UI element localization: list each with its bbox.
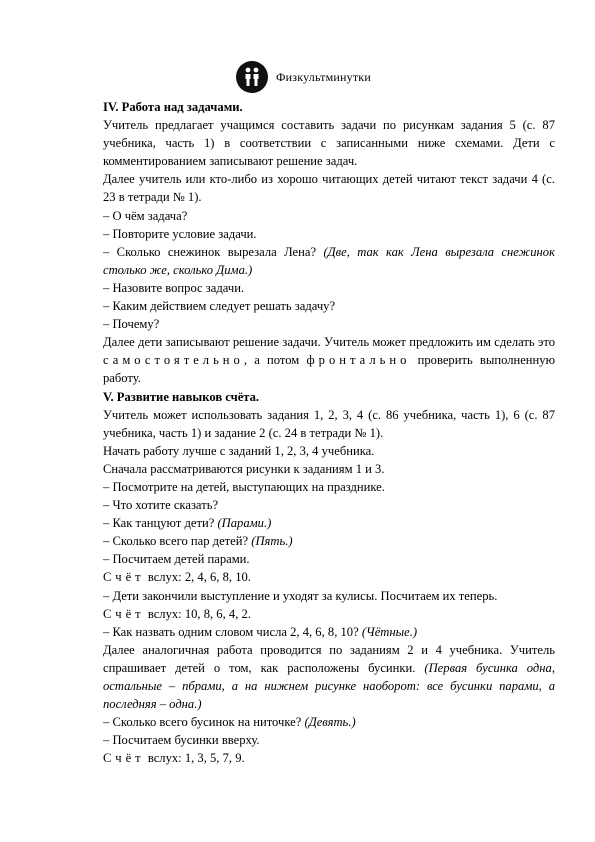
- spaced-word: Счёт: [103, 570, 145, 585]
- question-line: – Что хотите сказать?: [103, 498, 219, 513]
- answer-text: (Девять.): [304, 715, 356, 730]
- paragraph-text: Далее дети записывают решение задачи. Учитель может предложить им сделать это: [103, 335, 555, 350]
- section-iv-heading: IV. Работа над задачами.: [103, 100, 243, 114]
- question-line: – Посчитаем бусинки вверху.: [103, 733, 260, 748]
- spaced-word: фронтально: [306, 353, 411, 368]
- question-line: – Каким действием следует решать задачу?: [103, 299, 336, 314]
- answer-text: (Пять.): [251, 534, 293, 549]
- paragraph: Начать работу лучше с заданий 1, 2, 3, 4 учебника.: [103, 443, 375, 458]
- question-line: [103, 532, 555, 550]
- paragraph: [103, 170, 555, 206]
- question-text: – Как назвать одним словом числа 2, 4, 6, 8, 10?: [103, 624, 359, 639]
- paragraph: [103, 116, 555, 170]
- paragraph: Сначала рассматриваются рисунки к заданиям 1 и 3.: [103, 461, 385, 476]
- paragraph-text: Далее учитель или кто-либо из хорошо читающих детей читают текст задачи 4 (с. 23 в тетради № 1).: [103, 172, 555, 205]
- question-text: – Сколько всего пар детей?: [103, 534, 249, 549]
- question-text: – Сколько снежинок вырезала Лена?: [103, 244, 317, 259]
- paragraph-text: Учитель может использовать задания 1, 2, 3, 4 (с. 86 учебника, часть 1), 6 (с. 87 учебника, часть 1) и задание 2 (с. 24 в тетради № 1).: [103, 407, 555, 440]
- spaced-word: самостоятельно: [103, 353, 244, 368]
- paragraph: [103, 333, 555, 387]
- question-text: – Сколько всего бусинок на ниточке?: [103, 715, 302, 730]
- document-body: [103, 98, 555, 767]
- count-text: вслух: 1, 3, 5, 7, 9.: [147, 751, 245, 766]
- answer-text: (Первая бусинка одна, остальные – пбрами, а на нижнем рисунке наоборот: все бусинки парами, а последняя – одна.): [103, 660, 555, 712]
- question-line: – О чём задача?: [103, 208, 188, 223]
- paragraph: [103, 406, 555, 442]
- question-line: – Назовите вопрос задачи.: [103, 280, 245, 295]
- paragraph-text: Далее аналогичная работа проводится по заданиям 2 и 4 учебника. Учитель спрашивает детей о том, как расположены бусинки.: [103, 642, 555, 675]
- question-line: [103, 243, 555, 279]
- spaced-word: Счёт: [103, 606, 145, 621]
- paragraph-text: , а потом: [243, 353, 300, 368]
- question-line: – Почему?: [103, 317, 160, 332]
- question-line: – Дети закончили выступление и уходят за кулисы. Посчитаем их теперь.: [103, 588, 498, 603]
- paragraph-text: Учитель предлагает учащимся составить задачи по рисункам задания 5 (с. 87 учебника, часть 1) в соответствии с записанными ниже схемами. Дети с комментированием записывают решение задач.: [103, 118, 555, 169]
- count-text: вслух: 2, 4, 6, 8, 10.: [147, 570, 251, 585]
- answer-text: (Чётные.): [361, 624, 418, 639]
- header-title: Физкультминутки: [276, 69, 371, 84]
- question-text: – Как танцуют дети?: [103, 516, 215, 531]
- count-line: [103, 568, 555, 586]
- paragraph: [103, 641, 555, 713]
- answer-text: (Парами.): [217, 516, 272, 531]
- answer-text: (Две, так как Лена вырезала снежинок столько же, сколько Дима.): [103, 244, 555, 277]
- question-line: – Повторите условие задачи.: [103, 226, 257, 241]
- paragraph-text: проверить выполненную работу.: [103, 353, 555, 386]
- question-line: [103, 623, 555, 641]
- question-line: [103, 514, 555, 532]
- question-line: [103, 713, 555, 731]
- count-line: [103, 605, 555, 623]
- section-v-heading: V. Развитие навыков счёта.: [103, 389, 260, 404]
- count-line: [103, 749, 555, 767]
- spaced-word: Счёт: [103, 751, 145, 766]
- page-header: [236, 60, 371, 94]
- question-line: – Посмотрите на детей, выступающих на празднике.: [103, 479, 385, 494]
- two-figures-icon: [236, 61, 268, 93]
- question-line: – Посчитаем детей парами.: [103, 552, 250, 567]
- count-text: вслух: 10, 8, 6, 4, 2.: [147, 606, 251, 621]
